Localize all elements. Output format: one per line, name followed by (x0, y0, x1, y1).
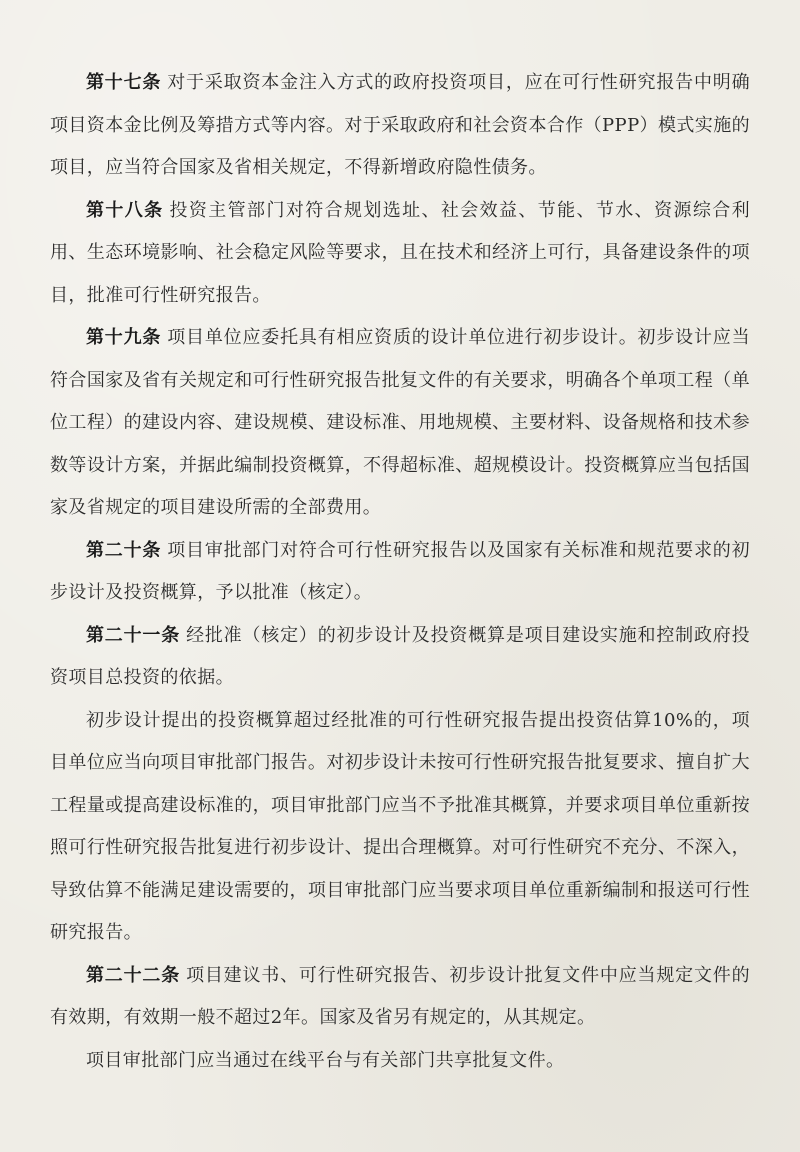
article-19-heading: 第十九条 (86, 327, 162, 348)
article-17-heading: 第十七条 (86, 72, 162, 93)
article-21-heading: 第二十一条 (86, 624, 181, 646)
article-20-heading: 第二十条 (86, 539, 162, 561)
article-22-continuation-paragraph (50, 1040, 750, 1083)
article-22-continuation-text: 项目审批部门应当通过在线平台与有关部门共享批复文件。 (86, 1049, 565, 1071)
article-22-paragraph (50, 955, 750, 1040)
article-20-text: 项目审批部门对符合可行性研究报告以及国家有关标准和规范要求的初步设计及投资概算，予以批准（核定）。 (50, 539, 750, 603)
article-18-heading: 第十八条 (86, 199, 164, 221)
article-21-continuation-paragraph (50, 700, 750, 955)
article-17-text: 对于采取资本金注入方式的政府投资项目，应在可行性研究报告中明确项目资本金比例及筹措方式等内容。对于采取政府和社会资本合作（PPP）模式实施的项目，应当符合国家及省相关规定，不得新增政府隐性债务。 (50, 72, 750, 178)
article-18-paragraph (50, 190, 750, 318)
article-21-continuation-text: 初步设计提出的投资概算超过经批准的可行性研究报告提出投资估算10%的，项目单位应当向项目审批部门报告。对初步设计未按可行性研究报告批复要求、擅自扩大工程量或提高建设标准的，项目审批部门应当不予批准其概算，并要求项目单位重新按照可行性研究报告批复进行初步设计、提出合理概算。对可行性研究不充分、不深入，导致估算不能满足建设需要的，项目审批部门应当要求项目单位重新编制和报送可行性研究报告。 (50, 709, 750, 943)
article-22-heading: 第二十二条 (86, 964, 181, 986)
article-21-paragraph (50, 615, 750, 700)
article-19-paragraph (50, 317, 750, 530)
article-17-paragraph (50, 62, 750, 190)
article-19-text: 项目单位应委托具有相应资质的设计单位进行初步设计。初步设计应当符合国家及省有关规定和可行性研究报告批复文件的有关要求，明确各个单项工程（单位工程）的建设内容、建设规模、建设标准、用地规模、主要材料、设备规格和技术参数等设计方案，并据此编制投资概算，不得超标准、超规模设计。投资概算应当包括国家及省规定的项目建设所需的全部费用。 (50, 327, 750, 518)
article-21-text: 经批准（核定）的初步设计及投资概算是项目建设实施和控制政府投资项目总投资的依据。 (50, 624, 751, 688)
article-18-text: 投资主管部门对符合规划选址、社会效益、节能、节水、资源综合利用、生态环境影响、社会稳定风险等要求，且在技术和经济上可行，具备建设条件的项目，批准可行性研究报告。 (50, 199, 750, 306)
article-22-text: 项目建议书、可行性研究报告、初步设计批复文件中应当规定文件的有效期，有效期一般不超过2年。国家及省另有规定的，从其规定。 (50, 964, 751, 1028)
article-20-paragraph (50, 530, 750, 615)
